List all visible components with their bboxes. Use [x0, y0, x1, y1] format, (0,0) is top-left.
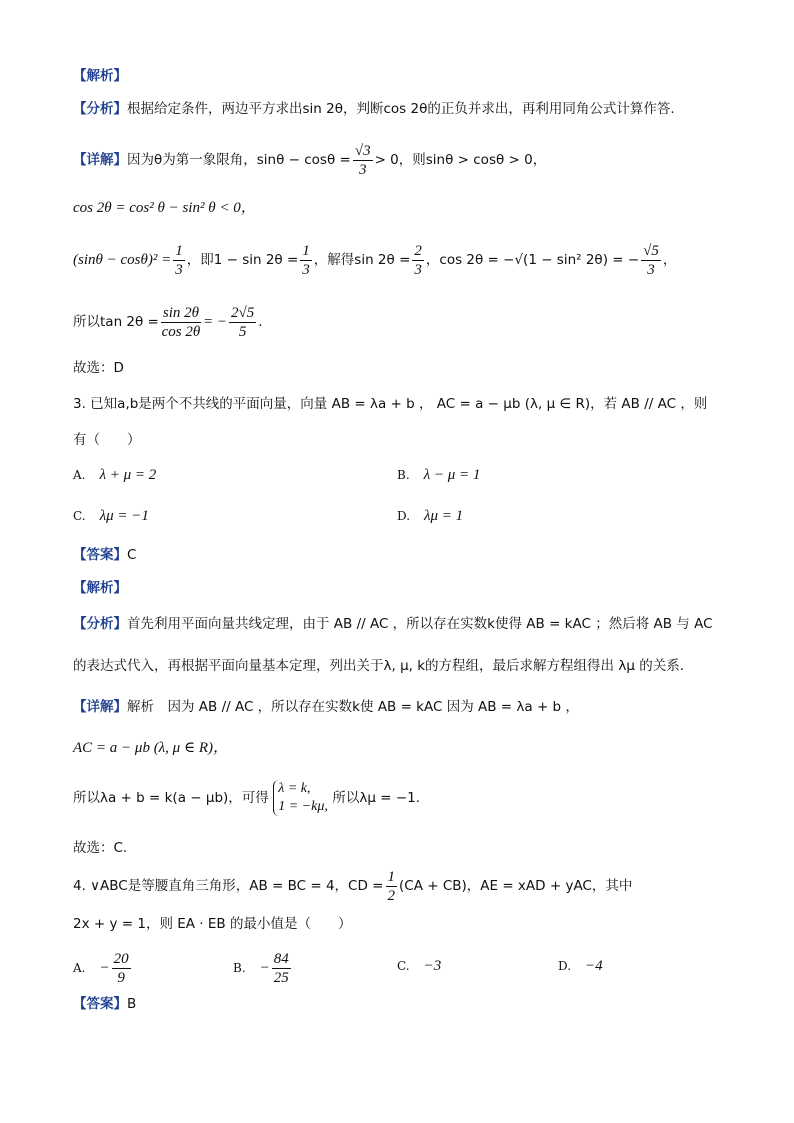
- square-text-d: ，cos 2θ = −√(1 − sin² 2θ) = −: [425, 252, 640, 268]
- option-label: B.: [233, 961, 246, 975]
- frac-num: 1: [175, 242, 183, 259]
- option-text: λμ = −1: [99, 508, 149, 524]
- q3-stem-line2: 有（ ）: [73, 432, 141, 448]
- frac-num: 20: [113, 950, 129, 967]
- square-text-c: ，解得sin 2θ =: [313, 252, 411, 268]
- fraction-2-3: [412, 242, 424, 279]
- cos2theta-line: [73, 198, 256, 218]
- q4-option-c: [397, 958, 441, 975]
- q2-fenxi-line: [73, 99, 675, 119]
- answer-tag: 【答案】: [73, 547, 127, 563]
- equation-system: [273, 780, 328, 816]
- xiangjie-tag: 【详解】: [73, 152, 127, 168]
- q3-stem-line1: 3. 已知a,b是两个不共线的平面向量，向量 AB = λa + b ， AC = a − μb (λ, μ ∈ R)，若 AB // AC ，则: [73, 396, 708, 412]
- option-label: B.: [397, 468, 410, 482]
- frac-num: 2: [414, 242, 422, 259]
- frac-den: 9: [117, 969, 125, 986]
- q3-option-d: [397, 508, 463, 525]
- q3-detail-line1: [73, 697, 579, 717]
- square-text-e: ，: [662, 252, 677, 268]
- frac-den: 3: [302, 261, 310, 278]
- frac-den: 3: [358, 161, 367, 178]
- option-label: A.: [73, 961, 86, 975]
- q4-stem-line2: 2x + y = 1，则 EA · EB 的最小值是（ ）: [73, 916, 352, 932]
- q2-detail-pre: 因为θ为第一象限角，sinθ − cosθ =: [127, 152, 351, 168]
- fraction-1-3-b: [300, 242, 312, 279]
- fraction-sqrt3-over-3: [353, 142, 373, 179]
- q4-answer-line: [73, 994, 136, 1014]
- q3-option-b: [397, 467, 480, 484]
- q2-fenxi-text: 根据给定条件，两边平方求出sin 2θ，判断cos 2θ的正负并求出，再利用同角公式计算作答.: [127, 101, 675, 117]
- frac-num: 1: [302, 242, 310, 259]
- fraction-20-9: [112, 950, 131, 987]
- frac-num: 84: [273, 950, 289, 967]
- q4-option-a: [73, 948, 133, 988]
- fraction-2sqrt5-5: [229, 304, 256, 341]
- equation-1: λ = k,: [278, 781, 311, 796]
- fraction-sin-over-cos: [161, 304, 201, 341]
- cos2theta-formula: cos 2θ = cos² θ − sin² θ < 0，: [73, 200, 256, 216]
- option-label: C.: [397, 959, 410, 973]
- q4-option-d: [558, 958, 603, 975]
- system-text-a: 所以λa + b = k(a − μb)，可得: [73, 790, 269, 806]
- fenxi-tag: 【分析】: [73, 101, 127, 117]
- frac-den: 5: [238, 323, 247, 340]
- square-line: [73, 240, 676, 280]
- frac-den: cos 2θ: [161, 323, 201, 340]
- answer-value: B: [127, 996, 137, 1012]
- q3-system-line: [73, 778, 420, 818]
- system-text-b: 所以λμ = −1.: [332, 790, 421, 806]
- ac-vector-expr: AC = a − μb (λ, μ ∈ R)，: [73, 740, 228, 756]
- q3-option-c: [73, 508, 149, 525]
- frac-den: 25: [273, 969, 289, 986]
- frac-num: sin 2θ: [162, 304, 199, 321]
- option-text: λ − μ = 1: [423, 467, 481, 483]
- q3-choice-line: 故选：C.: [73, 840, 128, 856]
- frac-den: 3: [414, 261, 422, 278]
- option-label: C.: [73, 509, 86, 523]
- option-label: A.: [73, 468, 86, 482]
- q3-answer-line: [73, 545, 136, 565]
- fraction-84-25: [272, 950, 291, 987]
- q2-choice-line: 故选：D: [73, 360, 124, 376]
- square-expr: (sinθ − cosθ)² =: [73, 252, 172, 268]
- frac-num: 1: [387, 868, 395, 885]
- frac-den: 2: [387, 887, 395, 904]
- q4-stem-line1: [73, 866, 632, 906]
- tan-text-b: = −: [203, 314, 227, 330]
- q3-analysis-heading: 【解析】: [73, 580, 127, 596]
- frac-num: 2√5: [231, 304, 255, 321]
- tan-line: [73, 302, 263, 342]
- square-text-b: ，即1 − sin 2θ =: [186, 252, 299, 268]
- fraction-1-3-a: [173, 242, 185, 279]
- q3-fenxi-line1: [73, 614, 713, 634]
- q4-option-b: [233, 948, 293, 988]
- q3-detail-line2: [73, 738, 228, 758]
- option-text: λμ = 1: [424, 508, 464, 524]
- fenxi-tag: 【分析】: [73, 616, 127, 632]
- frac-num: √3: [354, 142, 371, 159]
- equation-2: 1 = −kμ,: [278, 799, 328, 814]
- q3-fenxi-line2: 的表达式代入，再根据平面向量基本定理，列出关于λ, μ, k的方程组，最后求解方程组得出 λμ 的关系.: [73, 658, 685, 674]
- tan-text-c: .: [258, 314, 263, 330]
- q3-fenxi-text: 首先利用平面向量共线定理，由于 AB // AC ，所以存在实数k使得 AB = kAC ；然后将 AB 与 AC: [127, 616, 713, 632]
- option-text: −3: [423, 958, 442, 974]
- tan-text-a: 所以tan 2θ =: [73, 314, 159, 330]
- frac-den: 3: [647, 261, 655, 278]
- xiangjie-tag: 【详解】: [73, 699, 127, 715]
- q4-stem-a: 4. ∨ABC是等腰直角三角形，AB = BC = 4，CD =: [73, 878, 384, 894]
- q3-option-a: [73, 467, 156, 484]
- option-text: λ + μ = 2: [99, 467, 157, 483]
- answer-tag: 【答案】: [73, 996, 127, 1012]
- fraction-1-2: [386, 868, 398, 905]
- analysis-heading: 【解析】: [73, 68, 127, 84]
- option-text: −4: [585, 958, 603, 974]
- frac-num: √5: [643, 242, 659, 259]
- frac-den: 3: [175, 261, 183, 278]
- option-label: D.: [397, 509, 411, 523]
- option-sign: −: [259, 960, 270, 976]
- option-label: D.: [558, 959, 572, 973]
- q3-detail-text: 解析 因为 AB // AC ，所以存在实数k使 AB = kAC 因为 AB = λa + b ，: [127, 699, 579, 715]
- q4-stem-b: (CA + CB)，AE = xAD + yAC，其中: [399, 878, 633, 894]
- q2-detail-line: [73, 140, 546, 180]
- fraction-sqrt5-3: [641, 242, 661, 279]
- option-sign: −: [99, 960, 110, 976]
- answer-value: C: [127, 547, 137, 563]
- q2-detail-post: > 0，则sinθ > cosθ > 0，: [374, 152, 547, 168]
